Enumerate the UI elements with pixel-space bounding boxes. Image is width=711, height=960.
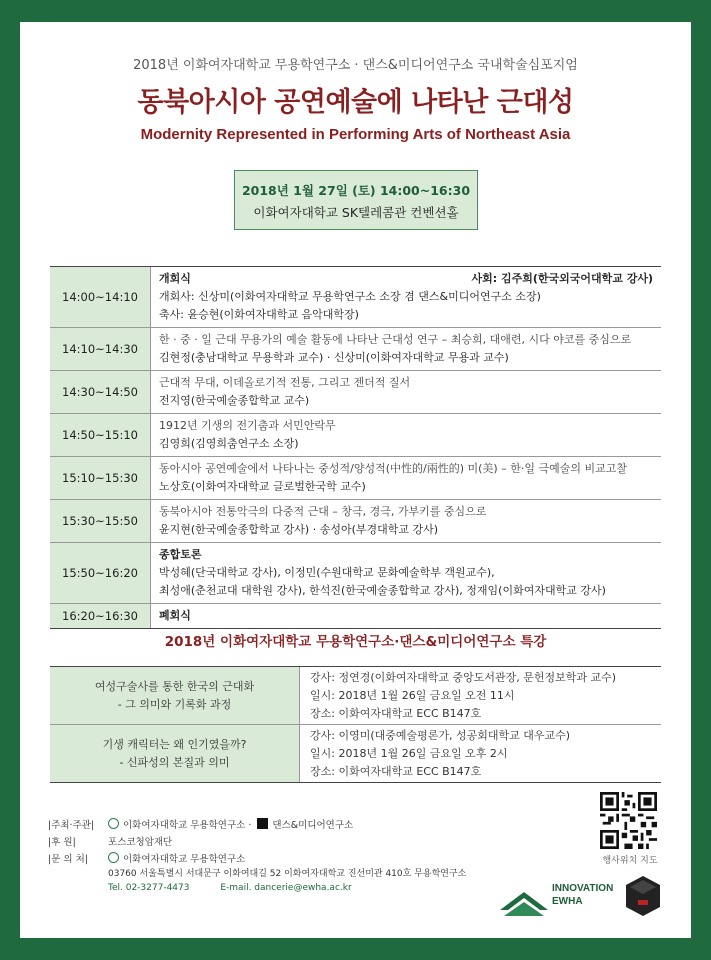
special-lecture-title: 2018년 이화여자대학교 무용학연구소·댄스&미디어연구소 특강: [164, 634, 547, 650]
schedule-content: [151, 500, 661, 542]
lecture-info: [300, 667, 661, 724]
host-org-2: 댄스&미디어연구소: [272, 819, 354, 831]
schedule-row: [50, 414, 661, 457]
lecturer: 강사: 정연경(이화여자대학교 중앙도서관장, 문헌정보학과 교수): [310, 671, 617, 684]
schedule-line: 김현정(충남대학교 무용학과 교수) · 신상미(이화여자대학교 무용과 교수): [159, 351, 509, 364]
lecture-row: [50, 725, 661, 782]
schedule-line: 동북아시아 전통악극의 다중적 근대 – 창극, 경극, 가부키를 중심으로: [159, 505, 487, 518]
schedule-row: [50, 457, 661, 500]
ewha-logo-icon: [108, 818, 119, 829]
address: 03760 서울특별시 서대문구 이화여대길 52 이화여자대학교 진선미관 410호 무용학연구소: [108, 869, 467, 879]
schedule-row: [50, 328, 661, 371]
schedule-row: [50, 267, 661, 328]
schedule-table: [50, 266, 661, 629]
host-org-1: 이화여자대학교 무용학연구소 ·: [123, 819, 252, 831]
host-label: |주최·주관|: [48, 819, 95, 831]
schedule-content: [151, 414, 661, 456]
contact-label: |문 의 처|: [48, 853, 88, 865]
schedule-line: 축사: 윤승현(이화여자대학교 음악대학장): [159, 308, 359, 321]
ewha-logo-icon: [108, 852, 119, 863]
schedule-time: 14:30~14:50: [50, 371, 151, 413]
schedule-content: [151, 328, 661, 370]
schedule-time: 15:30~15:50: [50, 500, 151, 542]
lecture-place: 장소: 이화여자대학교 ECC B147호: [310, 707, 482, 720]
lecture-subtitle: - 신파성의 본질과 의미: [119, 755, 230, 769]
schedule-line: [159, 270, 653, 288]
lecture-row: [50, 667, 661, 725]
schedule-line: 박성혜(단국대학교 강사), 이정민(수원대학교 문화예술학부 객원교수),: [159, 566, 495, 579]
innovation-ewha-text: [552, 882, 613, 908]
dance-media-logo-icon: [257, 818, 268, 829]
schedule-line: 1912년 기생의 전기춤과 서민안락무: [159, 419, 336, 432]
lecture-topic: [50, 667, 300, 724]
lecturer: 강사: 이영미(대중예술평론가, 성공회대학교 대우교수): [310, 729, 571, 742]
title-english: Modernity Represented in Performing Arts of Northeast Asia: [140, 126, 571, 143]
lecture-title: 여성구술사를 통한 한국의 근대화: [94, 679, 255, 693]
lecture-datetime: 일시: 2018년 1월 26일 금요일 오후 2시: [310, 747, 508, 760]
lecture-info: [300, 725, 661, 782]
schedule-line: 윤지현(한국예술종합학교 강사) · 송성아(부경대학교 강사): [159, 523, 439, 536]
schedule-time: 14:50~15:10: [50, 414, 151, 456]
schedule-line: 근대적 무대, 이데올로기적 전통, 그리고 젠더적 질서: [159, 376, 411, 389]
innovation-line-2: EWHA: [552, 896, 583, 907]
qr-caption: 행사위치 지도: [602, 856, 658, 866]
contact-org: 이화여자대학교 무용학연구소: [123, 853, 246, 865]
schedule-line: 개회사: 신상미(이화여자대학교 무용학연구소 소장 겸 댄스&미디어연구소 소장): [159, 290, 541, 303]
title-korean: 동북아시아 공연예술에 나타난 근대성: [137, 87, 574, 118]
date-venue-box: [234, 170, 478, 230]
schedule-row: [50, 543, 661, 604]
schedule-content: [151, 543, 661, 603]
event-date: 2018년 1월 27일 (토) 14:00~16:30: [241, 183, 471, 198]
event-venue: 이화여자대학교 SK텔레콤관 컨벤션홀: [253, 205, 459, 220]
schedule-line: 최성애(춘천교대 대학원 강사), 한석진(한국예술종합학교 강사), 정재임(이화여자대학교 강사): [159, 584, 606, 597]
lecture-topic: [50, 725, 300, 782]
contact-row: [48, 849, 518, 866]
cube-logo-icon: [626, 876, 660, 916]
schedule-time: 14:00~14:10: [50, 267, 151, 327]
qr-code-icon[interactable]: [600, 792, 657, 849]
schedule-line: 폐회식: [159, 609, 191, 622]
schedule-row: [50, 500, 661, 543]
schedule-line: 동아시아 공연예술에서 나타나는 중성적/양성적(中性的/兩性的) 미(美) – 한·일 극예술의 비교고찰: [159, 462, 627, 475]
event-subtitle: 2018년 이화여자대학교 무용학연구소 · 댄스&미디어연구소 국내학술심포지엄: [133, 58, 578, 73]
poster: [20, 22, 691, 938]
moderator: 사회: 김주희(한국외국어대학교 강사): [471, 272, 653, 285]
contact-info: [108, 883, 518, 893]
schedule-time: 15:10~15:30: [50, 457, 151, 499]
email[interactable]: E-mail. dancerie@ewha.ac.kr: [220, 883, 352, 893]
innovation-line-1: INNOVATION: [552, 883, 614, 894]
schedule-line: 전지영(한국예술종합학교 교수): [159, 394, 310, 407]
session-name: 개회식: [159, 272, 191, 285]
schedule-line: 노상호(이화여자대학교 글로벌한국학 교수): [159, 480, 366, 493]
schedule-content: [151, 267, 661, 327]
schedule-row: [50, 604, 661, 628]
schedule-content: [151, 371, 661, 413]
sponsor-row: [48, 832, 518, 849]
schedule-time: 16:20~16:30: [50, 604, 151, 628]
schedule-line: 김영희(김영희춤연구소 소장): [159, 437, 299, 450]
schedule-content: [151, 604, 661, 628]
sponsor-name: 포스코청암재단: [108, 836, 173, 848]
lecture-title: 기생 캐릭터는 왜 인기였을까?: [102, 737, 247, 751]
schedule-line: 한 · 중 · 일 근대 무용가의 예술 활동에 나타난 근대성 연구 – 최승희, 대애련, 시다 야코를 중심으로: [159, 333, 632, 346]
schedule-time: 15:50~16:20: [50, 543, 151, 603]
lecture-datetime: 일시: 2018년 1월 26일 금요일 오전 11시: [310, 689, 515, 702]
lecture-subtitle: - 그 의미와 기록화 과정: [117, 697, 232, 711]
schedule-row: [50, 371, 661, 414]
schedule-content: [151, 457, 661, 499]
lecture-place: 장소: 이화여자대학교 ECC B147호: [310, 765, 482, 778]
sponsor-label: |후 원|: [48, 836, 76, 848]
schedule-time: 14:10~14:30: [50, 328, 151, 370]
host-row: [48, 815, 518, 832]
footer: [48, 815, 518, 893]
telephone: Tel. 02-3277-4473: [108, 883, 190, 893]
schedule-line: 종합토론: [159, 548, 202, 561]
special-lecture-table: [50, 666, 661, 783]
